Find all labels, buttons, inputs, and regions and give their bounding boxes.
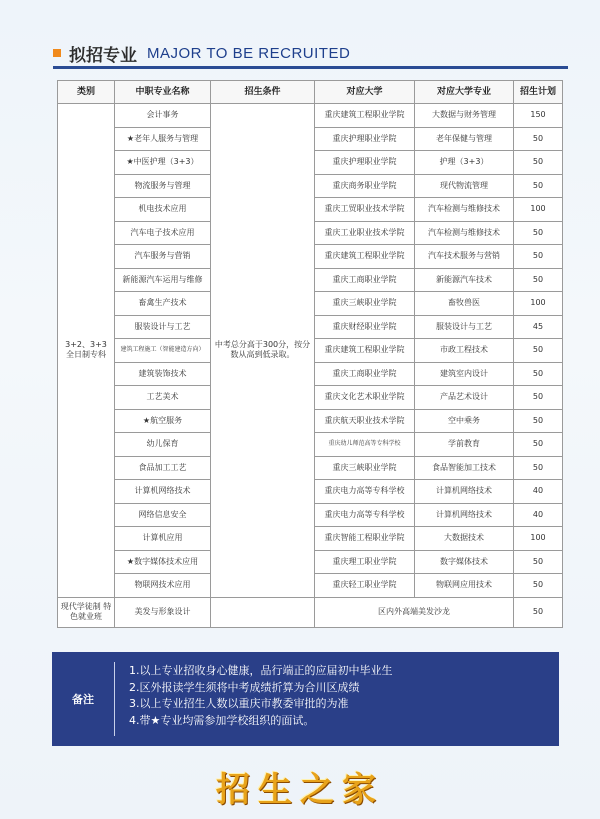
major-cell: 网络信息安全: [115, 503, 211, 527]
university-major-cell: 汽车技术服务与营销: [415, 245, 514, 269]
university-cell: 重庆财经职业学院: [315, 315, 415, 339]
note-item: 4.带★专业均需参加学校组织的面试。: [129, 713, 315, 727]
university-major-cell: 计算机网络技术: [415, 503, 514, 527]
university-cell: 重庆商务职业学院: [315, 174, 415, 198]
university-cell: 重庆轻工职业学院: [315, 574, 415, 598]
major-cell: 新能源汽车运用与维修: [115, 268, 211, 292]
university-major-cell: 物联网应用技术: [415, 574, 514, 598]
plan-cell: 40: [514, 480, 563, 504]
major-cell: 物流服务与管理: [115, 174, 211, 198]
major-cell: ★数字媒体技术应用: [115, 550, 211, 574]
university-major-cell: 服装设计与工艺: [415, 315, 514, 339]
plan-cell: 50: [514, 550, 563, 574]
table-row-apprenticeship: [58, 597, 563, 627]
notes-panel: [52, 652, 559, 746]
university-cell: 重庆工商职业学院: [315, 362, 415, 386]
university-major-cell: 老年保健与管理: [415, 127, 514, 151]
note-item: 3.以上专业招生人数以重庆市教委审批的为准: [129, 697, 349, 710]
university-cell: 重庆建筑工程职业学院: [315, 245, 415, 269]
plan-cell: 50: [514, 433, 563, 457]
major-cell: 食品加工工艺: [115, 456, 211, 480]
university-cell: 重庆三峡职业学院: [315, 292, 415, 316]
major-cell: ★航空服务: [115, 409, 211, 433]
condition-cell: 中考总分高于300分，按分数从高到低录取。: [211, 104, 315, 598]
university-major-cell: 市政工程技术: [415, 339, 514, 363]
university-major-cell: 空中乘务: [415, 409, 514, 433]
university-major-cell: 汽车检测与维修技术: [415, 198, 514, 222]
col-header-plan: 招生计划: [514, 81, 563, 104]
university-major-cell: 数字媒体技术: [415, 550, 514, 574]
university-cell: 重庆工商职业学院: [315, 268, 415, 292]
major-cell: 物联网技术应用: [115, 574, 211, 598]
note-item: 2.区外报读学生须将中考成绩折算为合川区成绩: [129, 680, 360, 694]
major-cell: 畜禽生产技术: [115, 292, 211, 316]
major-cell: 幼儿保育: [115, 433, 211, 457]
section-title-en: MAJOR TO BE RECRUITED: [147, 44, 351, 62]
university-cell: 重庆工业职业技术学院: [315, 221, 415, 245]
plan-cell: 50: [514, 174, 563, 198]
university-major-cell: 护理（3+3）: [415, 151, 514, 175]
university-major-cell: 现代物流管理: [415, 174, 514, 198]
plan-cell: 50: [514, 574, 563, 598]
plan-cell: 100: [514, 198, 563, 222]
plan-cell: 50: [514, 386, 563, 410]
notes-list: [115, 652, 393, 746]
university-cell: 重庆智能工程职业学院: [315, 527, 415, 551]
university-major-cell: 汽车检测与维修技术: [415, 221, 514, 245]
major-cell: 会计事务: [115, 104, 211, 128]
plan-cell: 100: [514, 292, 563, 316]
university-major-cell: 大数据与财务管理: [415, 104, 514, 128]
university-cell: 重庆建筑工程职业学院: [315, 339, 415, 363]
plan-cell: 50: [514, 245, 563, 269]
notes-label: 备注: [72, 693, 94, 706]
col-header-major: 中职专业名称: [115, 81, 211, 104]
university-cell: 重庆护理职业学院: [315, 127, 415, 151]
university-cell: 重庆三峡职业学院: [315, 456, 415, 480]
header-divider: [53, 66, 568, 69]
plan-cell: 50: [514, 151, 563, 175]
major-cell: ★中医护理（3+3）: [115, 151, 211, 175]
orange-square-icon: [53, 49, 61, 57]
major-cell: 建筑装饰技术: [115, 362, 211, 386]
plan-cell: 50: [514, 221, 563, 245]
university-major-cell: 新能源汽车技术: [415, 268, 514, 292]
plan-cell: 50: [514, 362, 563, 386]
university-major-cell: 食品智能加工技术: [415, 456, 514, 480]
university-cell: 重庆幼儿师范高等专科学校: [315, 433, 415, 457]
major-cell: 建筑工程施工（智能建造方向）: [115, 339, 211, 363]
university-cell: 重庆电力高等专科学校: [315, 480, 415, 504]
note-item: 1.以上专业招收身心健康，品行端正的应届初中毕业生: [129, 664, 393, 677]
major-cell: 服装设计与工艺: [115, 315, 211, 339]
table-row: [58, 104, 563, 128]
major-cell: 汽车电子技术应用: [115, 221, 211, 245]
brand-logo: 招生之家: [216, 770, 384, 810]
university-major-cell: 建筑室内设计: [415, 362, 514, 386]
major-cell: 计算机网络技术: [115, 480, 211, 504]
col-header-university-major: 对应大学专业: [415, 81, 514, 104]
university-major-cell: 学前教育: [415, 433, 514, 457]
university-cell: 重庆理工职业学院: [315, 550, 415, 574]
majors-table: [57, 80, 563, 628]
university-cell: 重庆电力高等专科学校: [315, 503, 415, 527]
university-major-cell: 大数据技术: [415, 527, 514, 551]
col-header-university: 对应大学: [315, 81, 415, 104]
university-major-cell: 产品艺术设计: [415, 386, 514, 410]
plan-cell: 100: [514, 527, 563, 551]
plan-cell: 150: [514, 104, 563, 128]
plan-cell: 50: [514, 597, 563, 627]
table-header-row: [58, 81, 563, 104]
category-cell: 现代学徒制 特色就业班: [58, 597, 115, 627]
plan-cell: 50: [514, 127, 563, 151]
major-cell: 美发与形象设计: [115, 597, 211, 627]
university-cell: 重庆护理职业学院: [315, 151, 415, 175]
university-cell: 区内外高端美发沙龙: [315, 597, 514, 627]
university-major-cell: 计算机网络技术: [415, 480, 514, 504]
plan-cell: 50: [514, 339, 563, 363]
plan-cell: 40: [514, 503, 563, 527]
university-cell: 重庆文化艺术职业学院: [315, 386, 415, 410]
major-cell: 汽车服务与营销: [115, 245, 211, 269]
col-header-condition: 招生条件: [211, 81, 315, 104]
university-major-cell: 畜牧兽医: [415, 292, 514, 316]
major-cell: 工艺美术: [115, 386, 211, 410]
major-cell: 计算机应用: [115, 527, 211, 551]
plan-cell: 50: [514, 456, 563, 480]
section-header: [53, 40, 350, 66]
plan-cell: 50: [514, 409, 563, 433]
plan-cell: 50: [514, 268, 563, 292]
section-title: 拟招专业: [69, 45, 137, 66]
col-header-category: 类别: [58, 81, 115, 104]
major-cell: 机电技术应用: [115, 198, 211, 222]
university-cell: 重庆工贸职业技术学院: [315, 198, 415, 222]
category-cell: 3+2、3+3 全日制专科: [58, 104, 115, 598]
condition-cell: [211, 597, 315, 627]
major-cell: ★老年人服务与管理: [115, 127, 211, 151]
plan-cell: 45: [514, 315, 563, 339]
university-cell: 重庆建筑工程职业学院: [315, 104, 415, 128]
university-cell: 重庆航天职业技术学院: [315, 409, 415, 433]
